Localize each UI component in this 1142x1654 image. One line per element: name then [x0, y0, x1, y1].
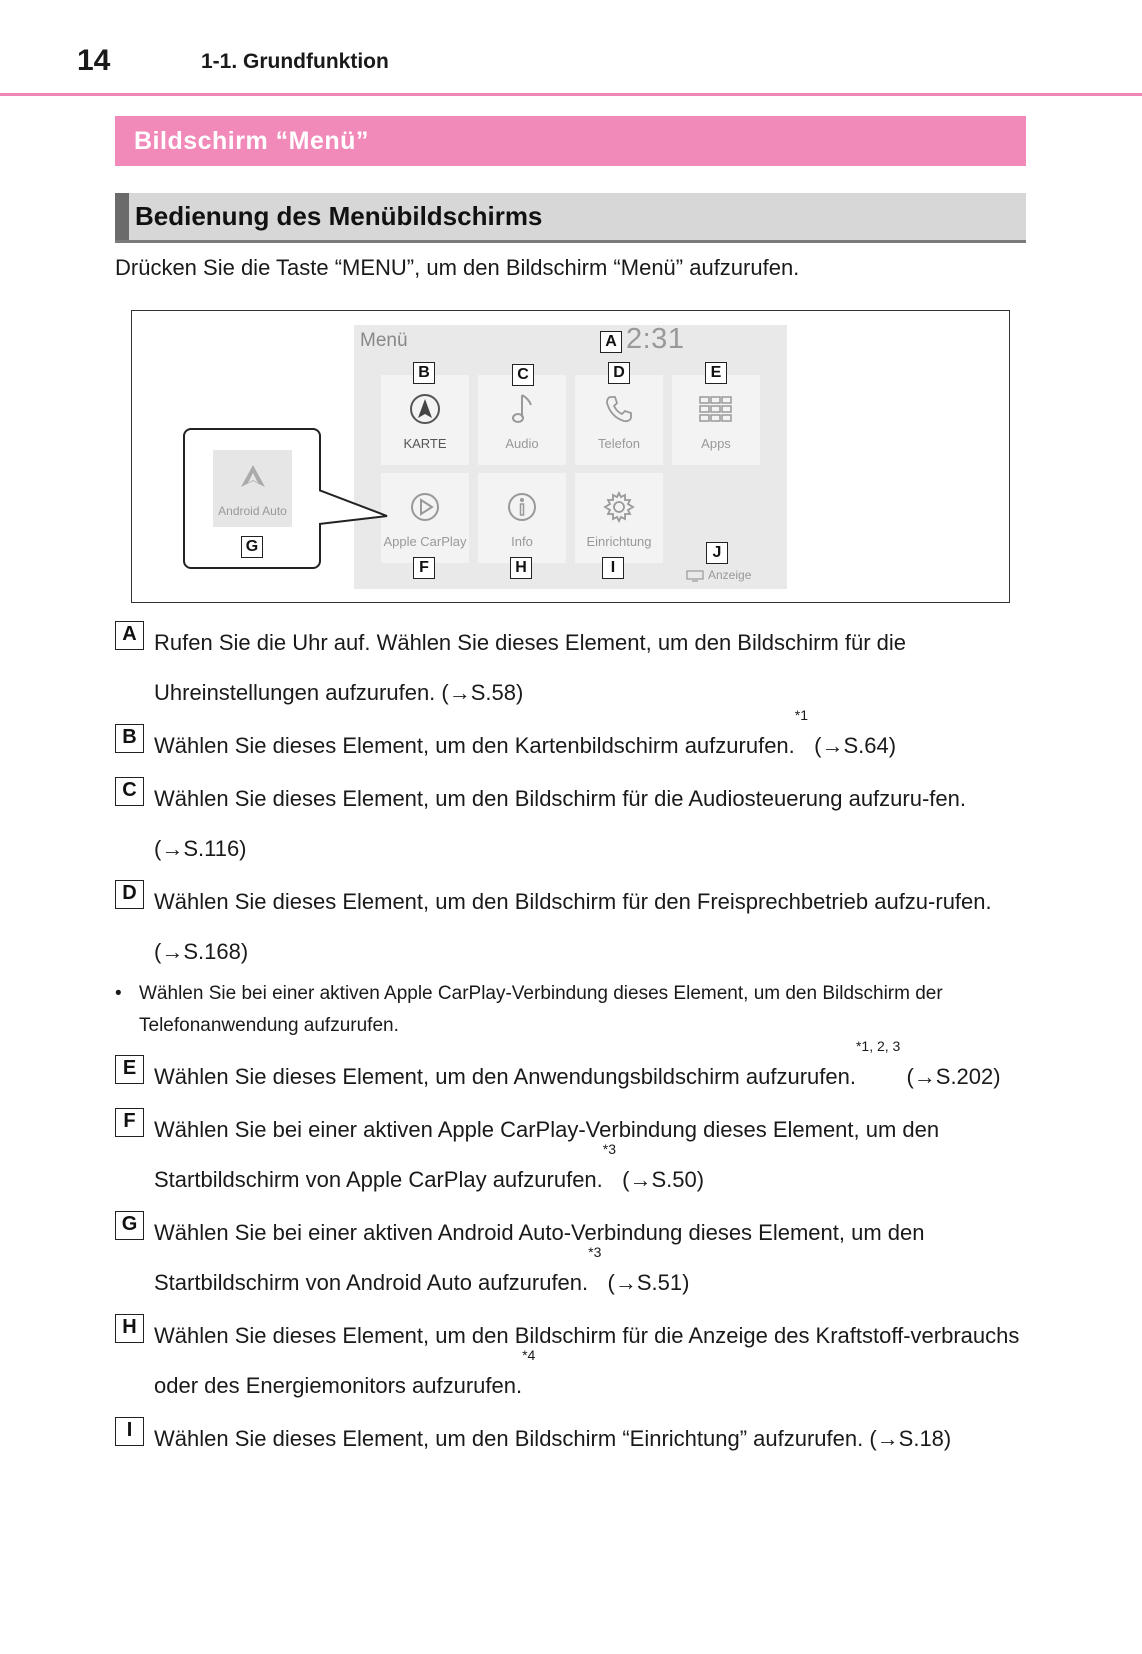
- item-letter-box: C: [115, 777, 144, 806]
- android-auto-icon: [240, 464, 266, 488]
- item-i: [115, 1414, 1035, 1464]
- letter-d-box: D: [608, 362, 630, 384]
- tile-label: Einrichtung: [586, 534, 652, 549]
- intro-text: Drücken Sie die Taste “MENU”, um den Bildschirm “Menü” aufzurufen.: [115, 255, 800, 280]
- bullet: •: [115, 983, 122, 1004]
- item-text: Wählen Sie dieses Element, um den Bildschirm für die Audiosteuerung aufzuru-fen. (→S.116): [154, 786, 966, 861]
- item-letter-box: D: [115, 880, 144, 909]
- tile-apple-carplay[interactable]: [381, 473, 469, 563]
- item-text: Wählen Sie dieses Element, um den Bildschirm “Einrichtung” aufzurufen. (→S.18): [154, 1426, 952, 1451]
- tile-info[interactable]: [478, 473, 566, 563]
- music-note-icon: [478, 389, 566, 429]
- letter-i-box: I: [602, 557, 624, 579]
- item-letter-box: E: [115, 1055, 144, 1084]
- item-text: Rufen Sie die Uhr auf. Wählen Sie dieses Element, um den Bildschirm für die Uhreinstellungen aufzurufen. (→S.58): [154, 630, 907, 705]
- letter-b-box: B: [413, 362, 435, 384]
- tile-label: Audio: [505, 436, 539, 451]
- item-d: [115, 877, 1035, 977]
- item-text: Wählen Sie dieses Element, um den Kartenbildschirm aufzurufen.: [154, 733, 795, 758]
- android-auto-label: Android Auto: [218, 504, 287, 518]
- letter-f-box: F: [413, 557, 435, 579]
- item-text: Wählen Sie dieses Element, um den Bildschirm für den Freisprechbetrieb aufzu-rufen. (→S.168): [154, 889, 992, 964]
- item-h: [115, 1311, 1035, 1411]
- gear-icon: [575, 487, 663, 527]
- tile-label: Telefon: [598, 436, 640, 451]
- callout-pointer: [319, 488, 391, 528]
- tile-karte[interactable]: [381, 375, 469, 465]
- footnote-ref: *4: [522, 1347, 536, 1363]
- play-circle-icon: [381, 487, 469, 527]
- item-text: Wählen Sie bei einer aktiven Android Auto-Verbindung dieses Element, um den Startbildschirm von Android Auto aufzurufen.: [154, 1220, 925, 1295]
- letter-e-box: E: [705, 362, 727, 384]
- footnote-ref: *3: [588, 1244, 602, 1260]
- tile-telefon[interactable]: [575, 375, 663, 465]
- item-b: [115, 707, 1035, 771]
- tile-einrichtung[interactable]: [575, 473, 663, 563]
- item-c: [115, 774, 1035, 874]
- item-list: [115, 618, 1035, 1467]
- item-letter-box: G: [115, 1211, 144, 1240]
- tile-apps[interactable]: [672, 375, 760, 465]
- tile-label: KARTE: [403, 436, 447, 451]
- item-text: Wählen Sie bei einer aktiven Apple CarPlay-Verbindung dieses Element, um den Startbildschirm von Apple CarPlay aufzurufen.: [154, 1117, 940, 1192]
- letter-a-box: A: [600, 331, 622, 353]
- item-letter-box: B: [115, 724, 144, 753]
- running-head: 1-1. Grundfunktion: [201, 50, 389, 73]
- footnote-ref: *3: [602, 1141, 617, 1157]
- footnote-ref: *1, 2, 3: [855, 1038, 901, 1054]
- item-text: Wählen Sie dieses Element, um den Bildschirm für die Anzeige des Kraftstoff-verbrauchs oder des Energiemonitors aufzurufen.: [154, 1323, 1020, 1398]
- header-rule: [0, 93, 1142, 96]
- subsection-accent: [115, 193, 129, 240]
- letter-j-box: J: [706, 542, 728, 564]
- apps-grid-icon: [672, 389, 760, 429]
- item-text: Wählen Sie dieses Element, um den Anwendungsbildschirm aufzurufen.: [154, 1064, 856, 1089]
- item-letter-box: A: [115, 621, 144, 650]
- section-title: Bildschirm “Menü”: [115, 116, 1026, 166]
- phone-icon: [575, 389, 663, 429]
- page-ref: (→S.51): [601, 1270, 690, 1295]
- screen-title: Menü: [360, 330, 408, 351]
- page-ref: (→S.64): [808, 733, 897, 758]
- item-f: [115, 1105, 1035, 1205]
- tile-label: Apps: [701, 436, 731, 451]
- item-e: [115, 1038, 1035, 1102]
- tile-android-auto[interactable]: [213, 450, 292, 527]
- note-d: [115, 978, 1035, 1042]
- item-letter-box: H: [115, 1314, 144, 1343]
- map-pin-icon: [381, 389, 469, 429]
- letter-c-box: C: [512, 364, 534, 386]
- tile-label: Apple CarPlay: [383, 534, 467, 549]
- item-a: [115, 618, 1035, 718]
- letter-g-box: G: [241, 536, 263, 558]
- subsection-header: [115, 193, 1026, 243]
- page-number: 14: [77, 44, 111, 77]
- display-button[interactable]: Anzeige: [708, 568, 752, 582]
- letter-h-box: H: [510, 557, 532, 579]
- note-text: Wählen Sie bei einer aktiven Apple CarPlay-Verbindung dieses Element, um den Bildschirm der Telefonanwendung aufzurufen.: [139, 983, 943, 1036]
- page-ref: (→S.202): [900, 1064, 1001, 1089]
- tile-audio[interactable]: [478, 375, 566, 465]
- item-letter-box: I: [115, 1417, 144, 1446]
- footnote-ref: *1: [794, 707, 809, 723]
- display-icon: [686, 570, 704, 582]
- clock[interactable]: 2:31: [626, 323, 685, 355]
- item-g: [115, 1208, 1035, 1308]
- item-letter-box: F: [115, 1108, 144, 1137]
- page-ref: (→S.50): [616, 1167, 705, 1192]
- subsection-title: Bedienung des Menübildschirms: [135, 201, 543, 231]
- info-icon: [478, 487, 566, 527]
- tile-label: Info: [511, 534, 533, 549]
